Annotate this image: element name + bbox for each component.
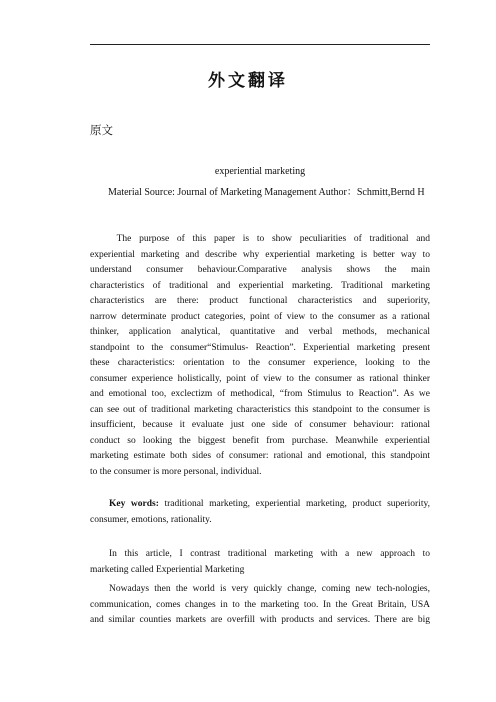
abstract-line: can see out of traditional marketing characteristics this standpoint to the consumer is — [90, 404, 430, 415]
keywords-line: consumer, emotions, rationality. — [90, 514, 212, 525]
abstract-line: insufficient, because it evaluate just one side of consumer behaviour: rational — [90, 420, 430, 430]
abstract-line: consumer experience holistically, point of view to the consumer as rational thinker — [90, 373, 430, 384]
paper-source: Material Source: Journal of Marketing Management Author：Schmitt,Bernd H — [108, 187, 425, 198]
abstract-line: these characteristics: orientation to the consumer experience, looking to the — [90, 358, 430, 368]
abstract-line: standpoint to the consumer“Stimulus- Reaction”. Experiential marketing present — [90, 342, 430, 353]
keywords-line — [90, 497, 430, 513]
keywords-text: traditional marketing, experiential marketing, product superiority, — [158, 499, 431, 509]
abstract-paragraph — [90, 232, 430, 480]
abstract-line: experiential marketing and describe why experiential marketing is better way to — [90, 249, 430, 260]
body-line: and similar counties markets are overfill with products and services. There are big — [90, 615, 430, 625]
document-title: 外文翻译 — [208, 71, 288, 91]
abstract-line: thinker, application analytical, quantitative and verbal methods, mechanical — [90, 327, 430, 337]
abstract-line: to the consumer is more personal, individual. — [90, 466, 262, 477]
abstract-line: understand consumer behaviour.Comparative analysis shows the main — [90, 265, 430, 275]
abstract-line: conduct so looking the biggest benefit from purchase. Meanwhile experiential — [90, 435, 430, 446]
abstract-line: narrow determinate product categories, point of view to the consumer as a rational — [90, 311, 430, 322]
body-line: communication, comes changes in to the marketing too. In the Great Britain, USA — [90, 599, 430, 610]
intro-line: In this article, I contrast traditional marketing with a new approach to — [109, 549, 430, 559]
keywords-paragraph — [90, 497, 430, 528]
body-paragraph — [90, 582, 430, 629]
keywords-label: Key words: — [109, 499, 159, 509]
intro-line: marketing called Experiential Marketing — [90, 564, 245, 575]
abstract-line: The purpose of this paper is to show peculiarities of traditional and — [116, 234, 430, 244]
intro-paragraph — [90, 547, 430, 578]
body-line: Nowadays then the world is very quickly change, coming new tech-nologies, — [109, 584, 430, 594]
abstract-line: characteristics of traditional and experiential marketing. Traditional marketing — [90, 280, 430, 291]
section-label: 原文 — [90, 123, 113, 137]
abstract-line: marketing estimate both sides of consumer: rational and emotional, this standpoint — [90, 451, 430, 461]
paper-title: experiential marketing — [214, 166, 306, 177]
header-rule — [90, 44, 430, 45]
abstract-line: and emotional too, exclectizm of methodical, “from Stimulus to Reaction”. As we — [90, 389, 430, 399]
abstract-line: characteristics are there: product functional characteristics and superiority, — [90, 296, 430, 306]
